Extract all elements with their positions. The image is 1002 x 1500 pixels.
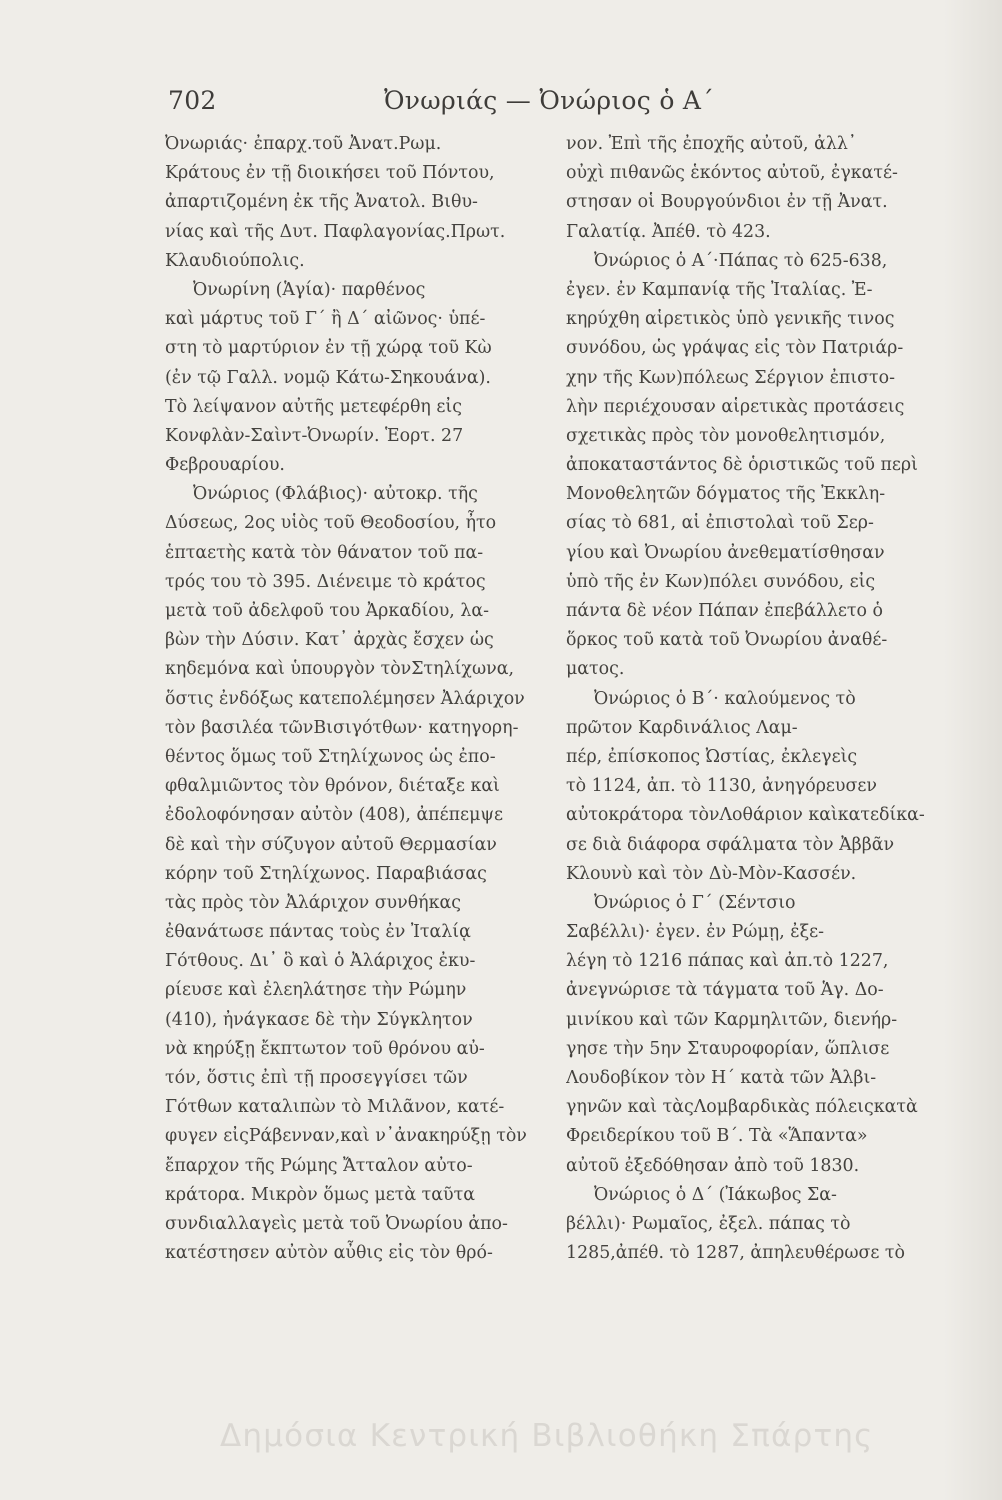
text-line: Γαλατίᾳ. Ἀπέθ. τὸ 423. (566, 221, 771, 242)
text-line: τόν, ὅστις ἐπὶ τῇ προσεγγίσει τῶν (165, 1068, 468, 1088)
text-line: Κονφλὰν-Σαὶντ-Ὀνωρίν. Ἑορτ. 27 (165, 425, 464, 446)
text-line: γηνῶν καὶ τὰςΛομβαρδικὰς πόλειςκατὰ (566, 1097, 918, 1118)
text-line: Ὀνώριος (Φλάβιος)· αὐτοκρ. τῆς (193, 484, 478, 505)
text-line: μετὰ τοῦ ἀδελφοῦ του Ἀρκαδίου, λα- (165, 601, 490, 621)
text-line: θέντος ὅμως τοῦ Στηλίχωνος ὡς ἐπο- (165, 746, 496, 767)
text-line: συνόδου, ὡς γράψας εἰς τὸν Πατριάρ- (566, 338, 904, 359)
text-line: Κλαυδιούπολις. (165, 250, 305, 271)
text-line: ἑπταετὴς κατὰ τὸν θάνατον τοῦ πα- (165, 542, 484, 563)
text-line: ματος. (566, 659, 625, 680)
text-line: οὐχὶ πιθανῶς ἑκόντος αὐτοῦ, ἐγκατέ- (566, 163, 898, 184)
text-line: πρῶτον Καρδινάλιος Λαμ- (566, 717, 798, 738)
text-line: Γότθων καταλιπὼν τὸ Μιλᾶνον, κατέ- (165, 1097, 505, 1118)
text-line: φυγεν εἰςΡάβενναν,καὶ ν᾽ἀνακηρύξῃ τὸν (165, 1126, 527, 1147)
text-line: γίου καὶ Ὀνωρίου ἀνεθεματίσθησαν (566, 542, 885, 563)
text-line: ἐγεν. ἐν Καμπανίᾳ τῆς Ἰταλίας. Ἐ- (566, 279, 873, 300)
text-line: βέλλι)· Ρωμαῖος, ἐξελ. πάπας τὸ (566, 1213, 851, 1234)
text-line: Φρειδερίκου τοῦ Β΄. Τὰ «Ἅπαντα» (566, 1126, 868, 1147)
text-line: κηδεμόνα καὶ ὑπουργὸν τὸνΣτηλίχωνα, (165, 659, 514, 680)
text-line: τὸ 1124, ἀπ. τὸ 1130, ἀνηγόρευσεν (566, 776, 877, 797)
text-line: Ὀνώριος ὁ Β΄· καλούμενος τὸ (594, 688, 856, 709)
text-line: Φεβρουαρίου. (165, 455, 285, 476)
text-line: αὐτοκράτορα τὸνΛοθάριον καὶκατεδίκα- (566, 805, 925, 826)
text-line: Γότθους. Δι᾽ ὃ καὶ ὁ Ἀλάριχος ἐκυ- (165, 951, 476, 972)
text-line: σε διὰ διάφορα σφάλματα τὸν Ἀββᾶν (566, 834, 895, 855)
text-line: Ὀνωριάς· ἐπαρχ.τοῦ Ἀνατ.Ρωμ. (165, 134, 442, 154)
running-header (168, 86, 758, 120)
text-line: μινίκου καὶ τῶν Καρμηλιτῶν, διενήρ- (566, 1009, 898, 1030)
text-line: φθαλμιῶντος τὸν θρόνον, διέταξε καὶ (165, 776, 500, 797)
text-line: πάντα δὲ νέον Πάπαν ἐπεβάλλετο ὁ (566, 601, 884, 621)
text-line: σχετικὰς πρὸς τὸν μονοθελητισμόν, (566, 425, 886, 446)
text-line: κράτορα. Μικρὸν ὅμως μετὰ ταῦτα (165, 1184, 475, 1205)
text-line: δὲ καὶ τὴν σύζυγον αὐτοῦ Θερμασίαν (165, 834, 497, 855)
text-line: γησε τὴν 5ην Σταυροφορίαν, ὥπλισε (566, 1038, 890, 1059)
text-line: κηρύχθη αἱρετικὸς ὑπὸ γενικῆς τινος (566, 309, 895, 330)
text-line: νον. Ἐπὶ τῆς ἐποχῆς αὐτοῦ, ἀλλ᾽ (566, 134, 857, 154)
text-line: Μονοθελητῶν δόγματος τῆς Ἐκκλη- (566, 484, 886, 505)
text-line: πέρ, ἐπίσκοπος Ὠστίας, ἐκλεγεὶς (566, 746, 858, 767)
text-line: ἀνεγνώρισε τὰ τάγματα τοῦ Ἁγ. Δο- (566, 980, 884, 1001)
left-column (165, 130, 550, 1268)
text-line: στη τὸ μαρτύριον ἐν τῇ χώρᾳ τοῦ Κὼ (165, 338, 492, 359)
text-line: λέγη τὸ 1216 πάπας καὶ ἀπ.τὸ 1227, (566, 951, 889, 972)
text-line: Κλουνὺ καὶ τὸν Δὺ-Μὸν-Κασσέν. (566, 863, 857, 884)
text-line: νίας καὶ τῆς Δυτ. Παφλαγονίας.Πρωτ. (165, 221, 506, 242)
text-line: καὶ μάρτυς τοῦ Γ΄ ἢ Δ΄ αἰῶνος· ὑπέ- (165, 309, 486, 330)
text-line: τρός του τὸ 395. Διένειμε τὸ κράτος (165, 571, 486, 592)
library-watermark: Δημόσια Κεντρική Βιβλιοθήκη Σπάρτης (220, 1418, 874, 1454)
text-line: Τὸ λείψανον αὐτῆς μετεφέρθη εἰς (165, 396, 462, 417)
text-line: στησαν οἱ Βουργούνδιοι ἐν τῇ Ἀνατ. (566, 192, 888, 213)
text-line: ρίευσε καὶ ἐλεηλάτησε τὴν Ρώμην (165, 980, 467, 1001)
text-line: (410), ἠνάγκασε δὲ τὴν Σύγκλητον (165, 1009, 473, 1030)
text-line: (ἐν τῷ Γαλλ. νομῷ Κάτω-Σηκουάνα). (165, 367, 491, 388)
text-line: κατέστησεν αὐτὸν αὖθις εἰς τὸν θρό- (165, 1243, 493, 1264)
text-line: βὼν τὴν Δύσιν. Κατ᾽ ἀρχὰς ἔσχεν ὡς (165, 630, 494, 651)
header-title: Ὀνωριάς — Ὀνώριος ὁ Α΄ (384, 86, 715, 115)
text-line: ὅστις ἐνδόξως κατεπολέμησεν Ἀλάριχον (165, 688, 525, 709)
text-line: λὴν περιέχουσαν αἱρετικὰς προτάσεις (566, 396, 905, 417)
text-line: ἀποκαταστάντος δὲ ὁριστικῶς τοῦ περὶ (566, 455, 918, 476)
text-line: ὑπὸ τῆς ἐν Κων)πόλει συνόδου, εἰς (566, 571, 876, 592)
text-line: ἐδολοφόνησαν αὐτὸν (408), ἀπέπεμψε (165, 805, 504, 826)
right-column (566, 130, 946, 1268)
text-line: χην τῆς Κων)πόλεως Σέργιον ἐπιστο- (566, 367, 896, 388)
text-line: Ὀνωρίνη (Ἁγία)· παρθένος (193, 279, 426, 300)
text-line: Κράτους ἐν τῇ διοικήσει τοῦ Πόντου, (165, 163, 495, 184)
text-line: Λουδοβίκον τὸν Η΄ κατὰ τῶν Ἀλβι- (566, 1068, 877, 1088)
text-line: τὸν βασιλέα τῶνΒισιγότθων· κατηγορη- (165, 717, 519, 738)
text-line: σίας τὸ 681, αἱ ἐπιστολαὶ τοῦ Σερ- (566, 513, 874, 534)
text-line: ἔπαρχον τῆς Ρώμης Ἄτταλον αὐτο- (165, 1155, 473, 1176)
text-line: κόρην τοῦ Στηλίχωνος. Παραβιάσας (165, 863, 487, 884)
text-line: αὐτοῦ ἐξεδόθησαν ἀπὸ τοῦ 1830. (566, 1155, 860, 1176)
text-line: ἐθανάτωσε πάντας τοὺς ἐν Ἰταλίᾳ (165, 922, 471, 943)
page-number: 702 (168, 86, 217, 115)
text-line: ἀπαρτιζομένη ἐκ τῆς Ἀνατολ. Βιθυ- (165, 192, 478, 213)
text-line: ὅρκος τοῦ κατὰ τοῦ Ὀνωρίου ἀναθέ- (566, 630, 888, 651)
text-line: Ὀνώριος ὁ Δ΄ (Ἰάκωβος Σα- (594, 1184, 837, 1205)
text-line: Ὀνώριος ὁ Α΄·Πάπας τὸ 625-638, (594, 250, 888, 271)
page-edge-shadow (944, 0, 1002, 1500)
text-line: Ὀνώριος ὁ Γ΄ (Σέντσιο (594, 892, 796, 913)
text-line: Δύσεως, 2ος υἱὸς τοῦ Θεοδοσίου, ἦτο (165, 513, 497, 534)
text-line: Σαβέλλι)· ἐγεν. ἐν Ρώμῃ, ἐξε- (566, 922, 825, 943)
text-line: νὰ κηρύξῃ ἔκπτωτον τοῦ θρόνου αὐ- (165, 1038, 485, 1059)
text-line: 1285,ἀπέθ. τὸ 1287, ἀπηλευθέρωσε τὸ (566, 1243, 906, 1264)
text-line: συνδιαλλαγεὶς μετὰ τοῦ Ὀνωρίου ἀπο- (165, 1213, 508, 1234)
text-line: τὰς πρὸς τὸν Ἀλάριχον συνθήκας (165, 892, 461, 913)
